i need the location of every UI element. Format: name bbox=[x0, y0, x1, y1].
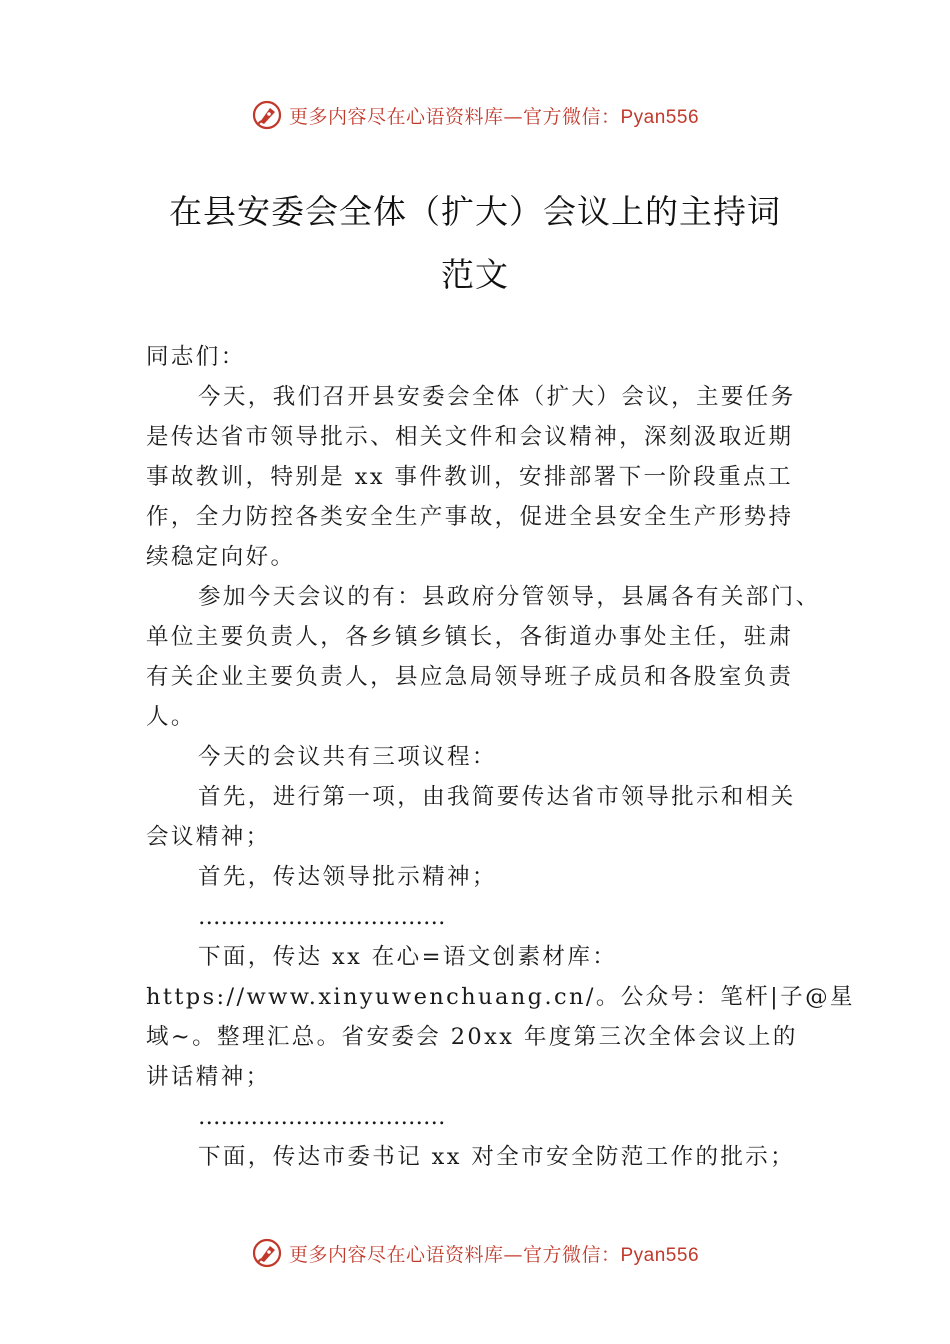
body-line: 续稳定向好。 bbox=[146, 544, 296, 570]
body-line: 作，全力防控各类安全生产事故，促进全县安全生产形势持 bbox=[146, 504, 794, 530]
body-line: 域~。整理汇总。省安委会 20xx 年度第三次全体会议上的 bbox=[146, 1024, 798, 1050]
body-line: 讲话精神； bbox=[146, 1064, 271, 1090]
wechat-id: Pyan556 bbox=[620, 106, 700, 128]
body-line: https://www.xinyuwenchuang.cn/。公众号：笔杆|子@星 bbox=[146, 984, 855, 1010]
body-line: 首先，传达领导批示精神； bbox=[198, 864, 497, 890]
body-line: 参加今天会议的有：县政府分管领导，县属各有关部门、 bbox=[198, 584, 821, 610]
body-line: 是传达省市领导批示、相关文件和会议精神，深刻汲取近期 bbox=[146, 424, 794, 450]
body-line: 事故教训，特别是 xx 事件教训，安排部署下一阶段重点工 bbox=[146, 464, 793, 490]
footer-banner bbox=[0, 1233, 950, 1273]
body-line: 人。 bbox=[146, 704, 196, 730]
body-line: …………………………… bbox=[198, 1104, 446, 1130]
body-line: 有关企业主要负责人，县应急局领导班子成员和各股室负责 bbox=[146, 664, 794, 690]
document-title-line2: 范文 bbox=[441, 255, 509, 294]
document-body bbox=[146, 337, 855, 1177]
body-line: 下面，传达 xx 在心=语文创素材库： bbox=[198, 944, 618, 970]
banner-text: 更多内容尽在心语资料库—官方微信：Pyan556 bbox=[288, 1243, 700, 1266]
body-line: 首先，进行第一项，由我简要传达省市领导批示和相关 bbox=[198, 784, 796, 810]
header-banner bbox=[0, 95, 950, 135]
body-line: …………………………… bbox=[198, 904, 446, 930]
body-line: 同志们： bbox=[146, 344, 246, 370]
body-line: 今天，我们召开县安委会全体（扩大）会议，主要任务 bbox=[198, 384, 796, 410]
body-line: 今天的会议共有三项议程： bbox=[198, 744, 497, 770]
body-line: 单位主要负责人，各乡镇乡镇长，各街道办事处主任，驻肃 bbox=[146, 624, 794, 650]
pen-nib-logo-icon bbox=[251, 1237, 283, 1269]
body-line: 下面，传达市委书记 xx 对全市安全防范工作的批示； bbox=[198, 1144, 796, 1170]
wechat-id: Pyan556 bbox=[620, 1244, 700, 1266]
body-line: 会议精神； bbox=[146, 824, 271, 850]
document-title-line1: 在县安委会全体（扩大）会议上的主持词 bbox=[169, 192, 781, 231]
pen-nib-logo-icon bbox=[251, 99, 283, 131]
banner-text: 更多内容尽在心语资料库—官方微信：Pyan556 bbox=[288, 105, 700, 128]
